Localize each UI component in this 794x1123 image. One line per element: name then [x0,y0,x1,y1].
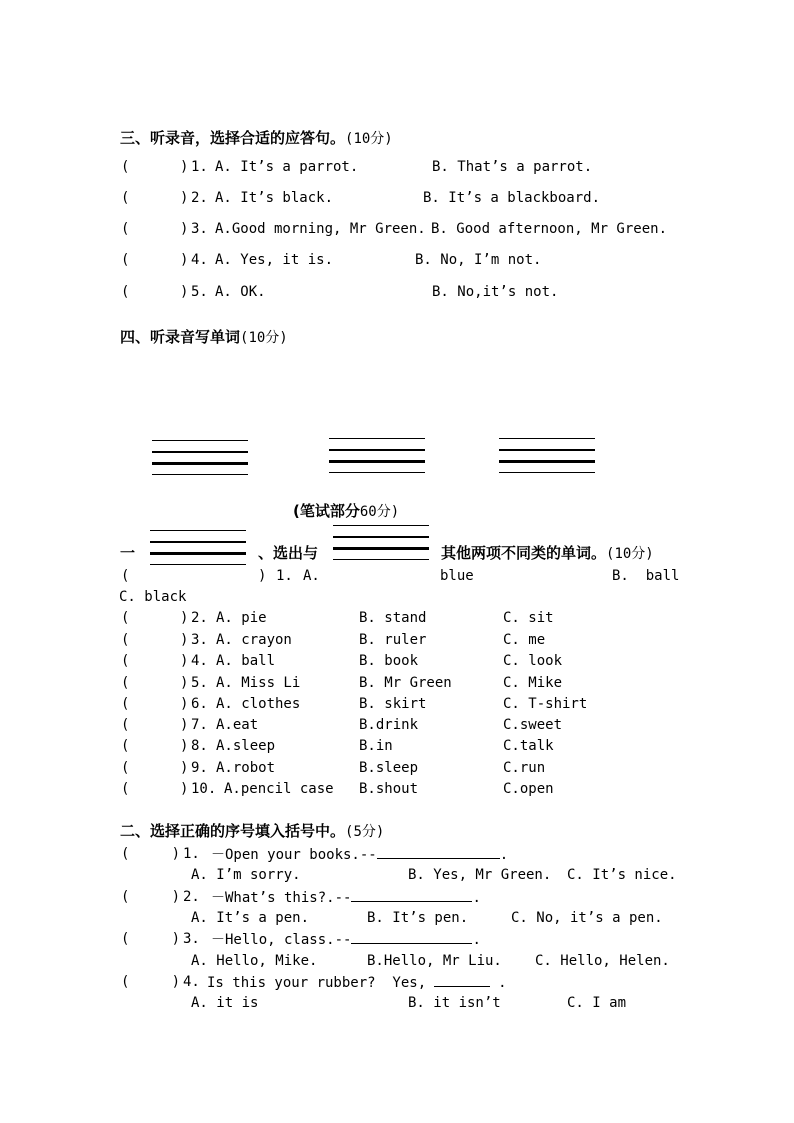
p1-option-a-10: A.pencil case [224,781,334,797]
section4-title: 四、听录音写单词 [120,328,241,346]
p1-option-a-2: A. pie [216,610,267,626]
s3-option-a-1: A. It’s a parrot. [215,159,359,175]
heading-lines-1 [150,530,246,570]
p1-num-9: 9. [191,760,208,776]
s3-option-b-4: B. No, I’m not. [415,252,542,268]
s3-option-b-5: B. No,it’s not. [432,284,559,300]
s3-option-a-5: A. OK. [215,284,266,300]
p2-paren-2[interactable]: ( ) [121,889,181,905]
p2-question-end-4: . [498,975,507,991]
p1-paren-4[interactable]: ( ) [121,653,189,669]
p1-option-a-7: A.eat [216,717,259,733]
s3-paren-1[interactable]: ( ) [121,159,189,175]
p1-paren-8[interactable]: ( ) [121,738,189,754]
handwriting-lines-2[interactable] [329,438,425,478]
p1-option-a-8: A.sleep [216,738,276,754]
p2-question-end-2: . [472,890,481,906]
p2-option-a-4: A. it is [191,995,259,1011]
p1-option-a-3: A. crayon [216,632,292,648]
p1-option-a-word-1: blue [440,568,474,584]
s3-option-b-1: B. That’s a parrot. [432,159,593,175]
p1-option-c-7: C.sweet [503,717,563,733]
p2-option-b-1: B. Yes, Mr Green. [408,867,552,883]
p2-question-1 [211,846,508,863]
p1-option-b-2: B. stand [359,610,427,626]
s3-option-b-2: B. It’s a blackboard. [423,190,601,206]
s3-num-4: 4. [191,252,208,268]
p2-paren-3[interactable]: ( ) [121,931,181,947]
s3-option-b-3: B. Good afternoon, Mr Green. [431,221,668,237]
p1-num-2: 2. [191,610,208,626]
s3-paren-2[interactable]: ( ) [121,190,189,206]
p1-num-7: 7. [191,717,208,733]
p2-question-end-3: . [472,932,481,948]
written-label: (笔试部分 [293,502,360,520]
p2-question-4 [207,974,507,991]
p1-option-a-9: A.robot [216,760,276,776]
part1-tail: 其他两项不同类的单词。 [441,544,607,562]
p2-option-b-4: B. it isn’t [408,995,501,1011]
p1-option-c-3: C. me [503,632,546,648]
section4-points: (10分) [240,330,288,346]
part1-num: 一 [120,544,136,562]
p1-option-a-5: A. Miss Li [216,675,301,691]
p2-answer-blank-3[interactable] [351,931,472,944]
heading-lines-2 [333,525,429,565]
part2-title: 二、选择正确的序号填入括号中。 [120,822,346,840]
p1-option-b-4: B. book [359,653,419,669]
p1-paren-2[interactable]: ( ) [121,610,189,626]
p2-question-2 [211,889,481,906]
written-points: 60分) [359,504,400,520]
p2-question-text-4: Is this your rubber? Yes, [207,975,427,991]
p2-answer-blank-4[interactable] [434,974,490,987]
p2-question-text-3: －Hello, class.-- [211,932,352,948]
p2-answer-blank-2[interactable] [351,889,472,902]
p1-paren-3[interactable]: ( ) [121,632,189,648]
p1-paren-9[interactable]: ( ) [121,760,189,776]
p1-num-4: 4. [191,653,208,669]
p1-paren-5[interactable]: ( ) [121,675,189,691]
s3-num-5: 5. [191,284,208,300]
part2-points: (5分) [345,824,385,840]
p2-num-1: 1. [183,846,200,862]
p2-option-c-1: C. It’s nice. [567,867,677,883]
s3-paren-3[interactable]: ( ) [121,221,189,237]
p2-option-c-3: C. Hello, Helen. [535,953,670,969]
p2-question-3 [211,931,481,948]
p1-option-c-4: C. look [503,653,563,669]
p1-num-6: 6. [191,696,208,712]
p1-num-3: 3. [191,632,208,648]
p2-num-4: 4. [183,974,200,990]
p2-option-a-3: A. Hello, Mike. [191,953,318,969]
p2-question-end-1: . [499,847,509,863]
p1-paren-6[interactable]: ( ) [121,696,189,712]
p2-option-b-3: B.Hello, Mr Liu. [367,953,502,969]
p1-paren-7[interactable]: ( ) [121,717,189,733]
p1-option-b-5: B. Mr Green [359,675,452,691]
p2-option-a-2: A. It’s a pen. [191,910,310,926]
section3-points: (10分) [345,131,393,147]
p1-option-a-6: A. clothes [216,696,301,712]
p1-option-c-8: C.talk [503,738,554,754]
p2-num-3: 3. [183,931,200,947]
handwriting-lines-3[interactable] [499,438,595,478]
part1-points: (10分) [606,546,654,562]
p1-num-10: 10. [191,781,217,797]
p1-option-b-3: B. ruler [359,632,427,648]
p2-answer-blank-1[interactable] [377,846,500,859]
p1-num-8: 8. [191,738,208,754]
p2-option-c-4: C. I am [567,995,627,1011]
part2-heading [120,823,384,840]
p1-option-a-1: A. [303,568,320,584]
p1-option-b-9: B.sleep [359,760,419,776]
p1-paren-close-1[interactable]: ) [258,568,267,584]
p1-option-c-2: C. sit [503,610,554,626]
p1-option-b-8: B.in [359,738,393,754]
s3-option-a-2: A. It’s black. [215,190,334,206]
p1-option-b-1: B. ball [612,568,680,584]
p1-num-5: 5. [191,675,208,691]
section3-heading [120,130,393,147]
section4-heading [120,329,288,346]
p2-question-text-1: －Open your books.-- [211,847,377,863]
p2-paren-4[interactable]: ( ) [121,974,181,990]
p1-num-1: 1. [276,568,293,584]
s3-paren-4[interactable]: ( ) [121,252,189,268]
p1-option-b-6: B. skirt [359,696,427,712]
part1-mid: 、选出与 [258,544,319,562]
p1-option-c-6: C. T-shirt [503,696,588,712]
handwriting-lines-1[interactable] [152,440,248,480]
p2-option-a-1: A. I’m sorry. [191,867,301,883]
p2-option-c-2: C. No, it’s a pen. [511,910,663,926]
p2-paren-1[interactable]: ( ) [121,846,181,862]
p1-option-b-7: B.drink [359,717,419,733]
p1-option-c-5: C. Mike [503,675,563,691]
s3-option-a-4: A. Yes, it is. [215,252,334,268]
p1-paren-10[interactable]: ( ) [121,781,189,797]
p2-question-text-2: －What’s this?.-- [211,890,352,906]
section3-title: 三、听录音，选择合适的应答句。 [120,129,346,147]
p1-option-c-10: C.open [503,781,554,797]
s3-option-a-3: A.Good morning, Mr Green. [215,221,426,237]
s3-num-1: 1. [191,159,208,175]
p1-option-c-9: C.run [503,760,546,776]
s3-num-2: 2. [191,190,208,206]
s3-paren-5[interactable]: ( ) [121,284,189,300]
p1-option-b-10: B.shout [359,781,419,797]
written-part-label [293,503,399,520]
part1-heading-tail [441,545,654,562]
p2-num-2: 2. [183,889,200,905]
s3-num-3: 3. [191,221,208,237]
p1-paren-open-1[interactable]: ( [121,568,130,584]
p1-option-c-1: C. black [119,589,187,605]
p1-option-a-4: A. ball [216,653,276,669]
p2-option-b-2: B. It’s pen. [367,910,469,926]
